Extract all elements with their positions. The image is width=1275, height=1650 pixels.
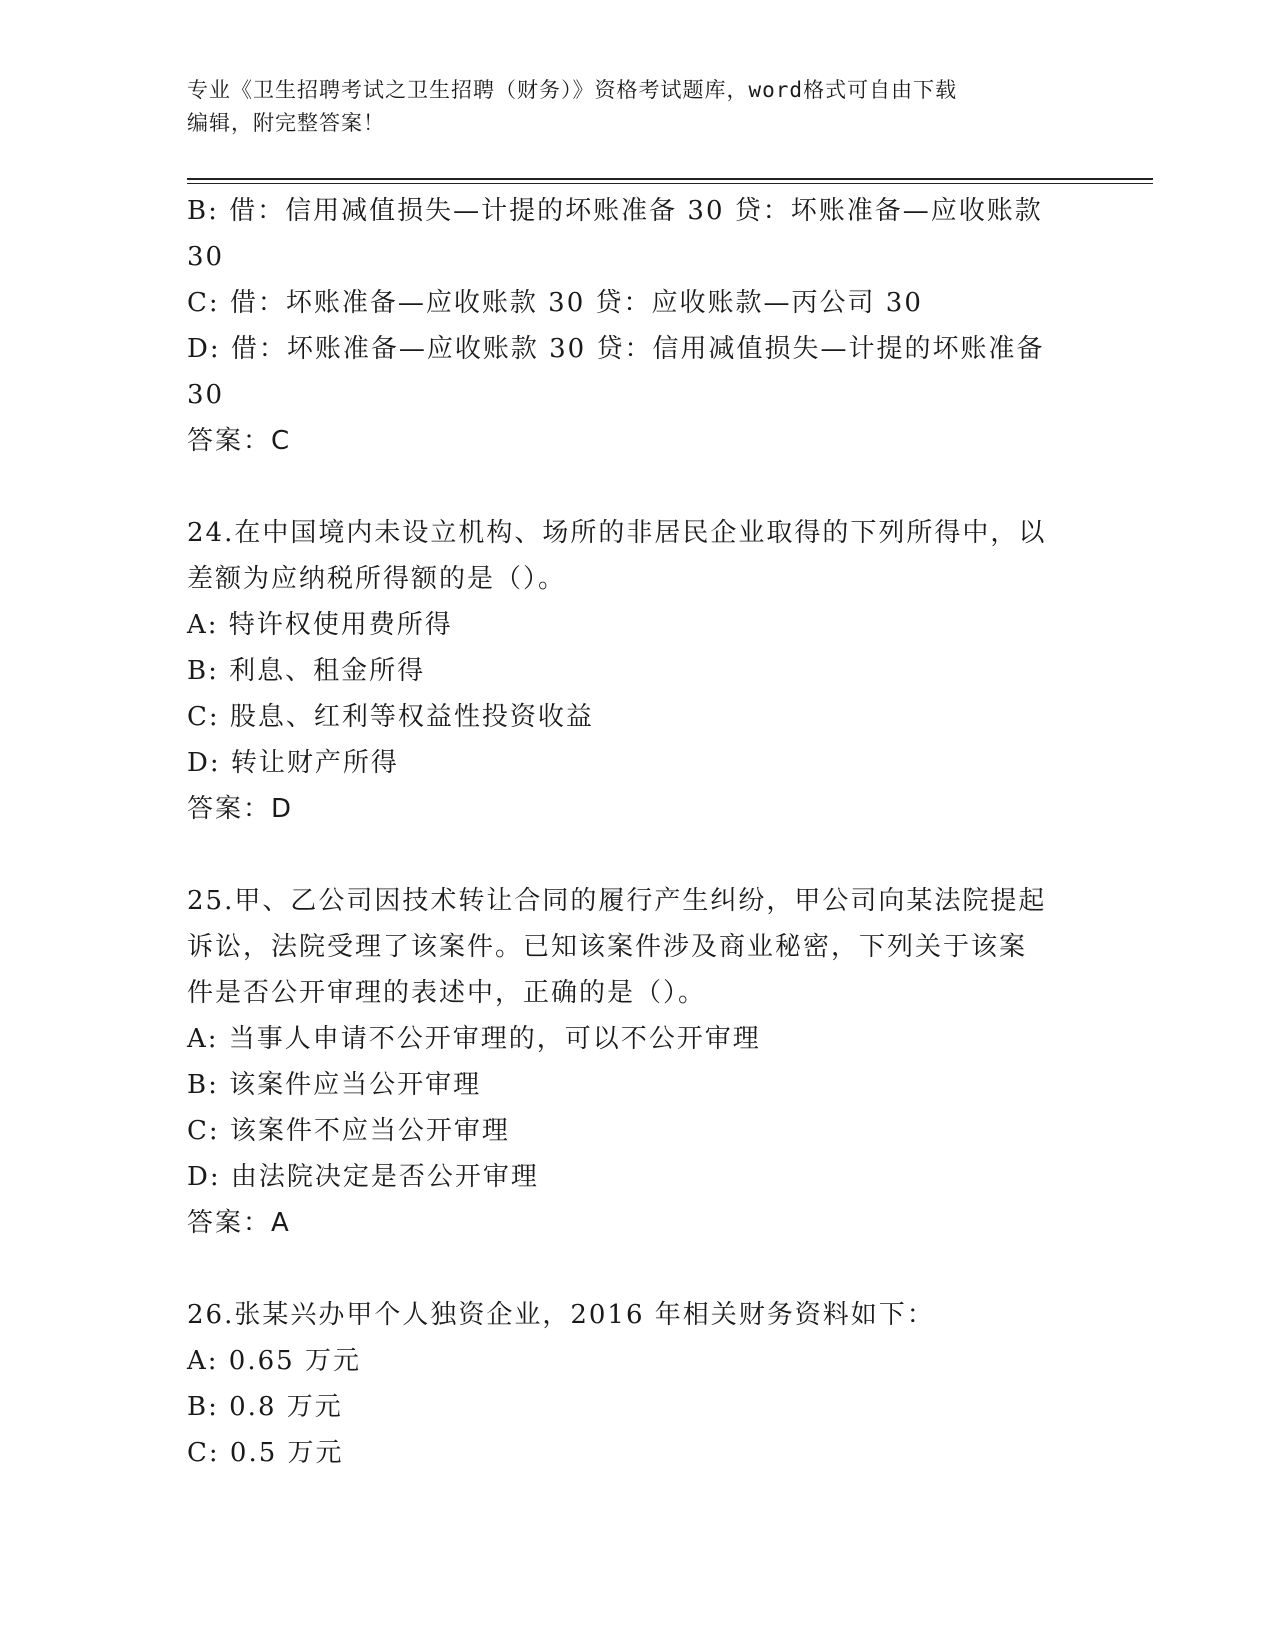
q24-option-d: D: 转让财产所得: [187, 748, 399, 778]
q23-answer: 答案：C: [187, 426, 292, 456]
q25-stem-line1: 25.甲、乙公司因技术转让合同的履行产生纠纷，甲公司向某法院提起: [187, 886, 1047, 916]
q25-option-b: B: 该案件应当公开审理: [187, 1070, 482, 1100]
q24-option-a: A: 特许权使用费所得: [187, 610, 453, 640]
spacer: [187, 464, 1087, 510]
q23-option-d-line2: 30: [187, 380, 225, 410]
q23-option-c: C: 借：坏账准备—应收账款 30 贷：应收账款—丙公司 30: [187, 288, 923, 318]
spacer: [187, 832, 1087, 878]
q26-option-c: C: 0.5 万元: [187, 1438, 344, 1468]
q24-option-b: B: 利息、租金所得: [187, 656, 426, 686]
header-rule-thick: [187, 178, 1153, 180]
q23-option-d-line1: D: 借：坏账准备—应收账款 30 贷：信用减值损失—计提的坏账准备: [187, 334, 1045, 364]
question-body: [187, 188, 1087, 1476]
document-header: [187, 74, 1087, 140]
q26-stem-line1: 26.张某兴办甲个人独资企业，2016 年相关财务资料如下：: [187, 1300, 935, 1330]
q24-stem-line1: 24.在中国境内未设立机构、场所的非居民企业取得的下列所得中，以: [187, 518, 1047, 548]
q26-option-a: A: 0.65 万元: [187, 1346, 361, 1376]
q25-stem-line2: 诉讼，法院受理了该案件。已知该案件涉及商业秘密，下列关于该案: [187, 932, 1028, 962]
q25-option-d: D: 由法院决定是否公开审理: [187, 1162, 539, 1192]
q23-option-b-line1: B: 借：信用减值损失—计提的坏账准备 30 贷：坏账准备—应收账款: [187, 196, 1043, 226]
q25-option-c: C: 该案件不应当公开审理: [187, 1116, 510, 1146]
spacer: [187, 1246, 1087, 1292]
q24-stem-line2: 差额为应纳税所得额的是（）。: [187, 564, 567, 594]
header-line-1: 专业《卫生招聘考试之卫生招聘（财务）》资格考试题库，word格式可自由下载: [187, 78, 958, 102]
q23-option-b-line2: 30: [187, 242, 225, 272]
q25-stem-line3: 件是否公开审理的表述中，正确的是（）。: [187, 978, 707, 1008]
q25-answer: 答案：A: [187, 1208, 291, 1238]
q24-answer: 答案：D: [187, 794, 294, 824]
q26-option-b: B: 0.8 万元: [187, 1392, 343, 1422]
header-line-2: 编辑，附完整答案！: [187, 111, 385, 135]
q24-option-c: C: 股息、红利等权益性投资收益: [187, 702, 594, 732]
q25-option-a: A: 当事人申请不公开审理的，可以不公开审理: [187, 1024, 761, 1054]
header-rule-thin: [187, 183, 1153, 184]
